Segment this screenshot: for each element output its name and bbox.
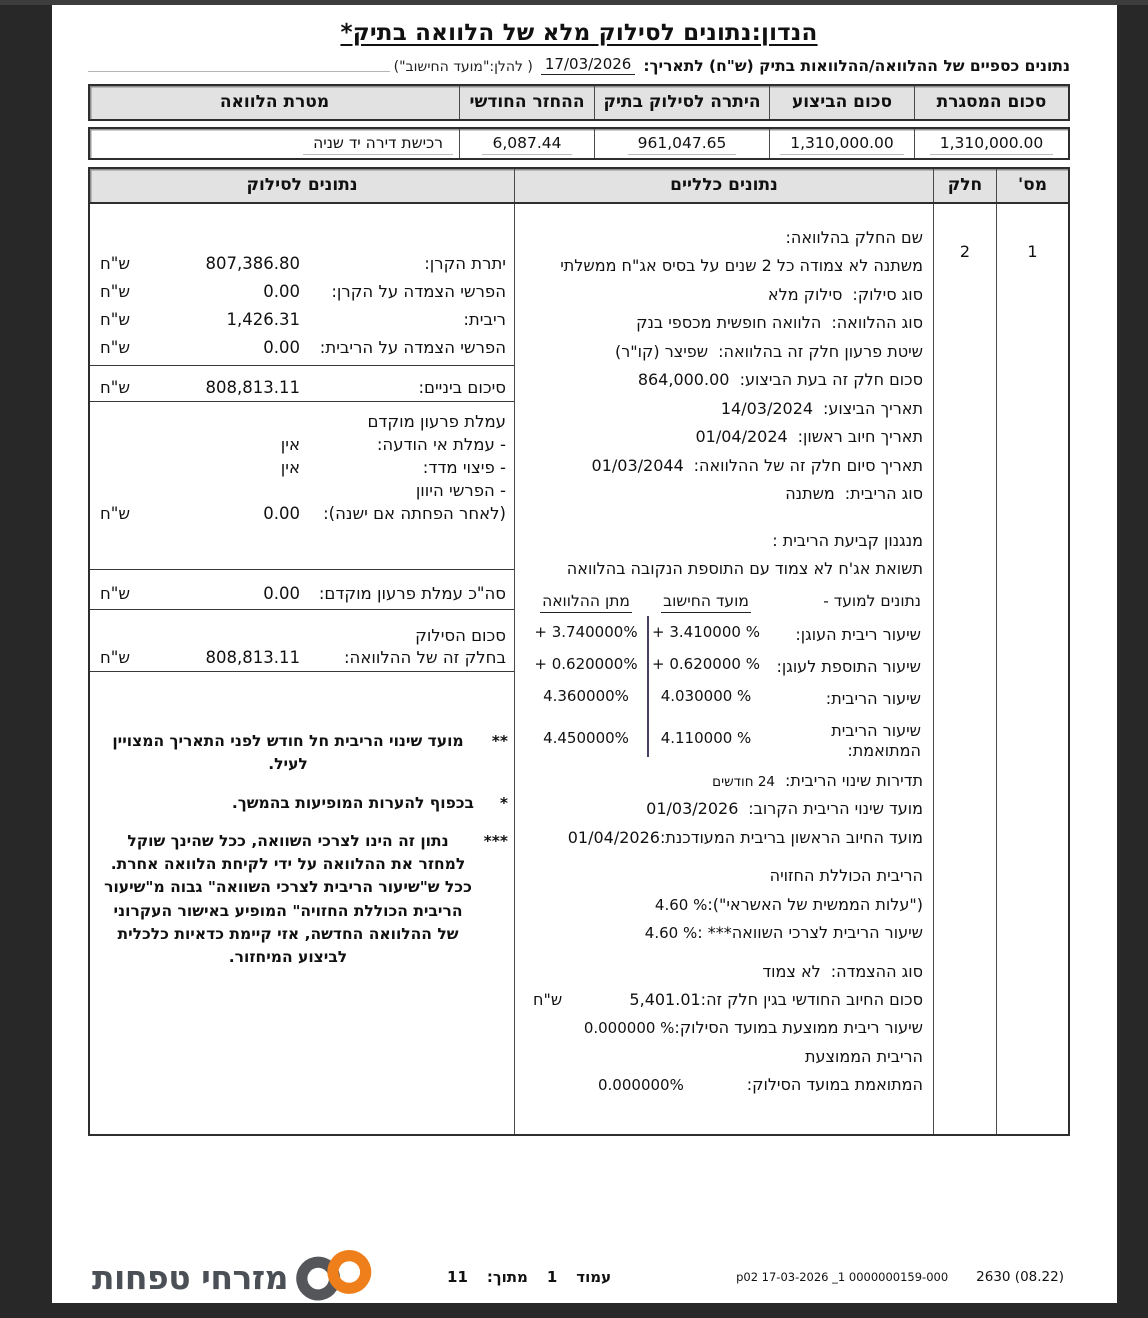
mechanism-label: מנגנון קביעת הריבית : — [772, 530, 923, 550]
orig-amount-label: סכום חלק זה בעת הביצוע: — [739, 370, 923, 390]
document-code: p02 17-03-2026 _1 0000000159-000 — [736, 1270, 949, 1284]
fee-index-row: - פיצוי מדד: אין — [280, 458, 506, 477]
value-monthly-repayment: 6,087.44 — [460, 129, 595, 158]
form-code: 2630 (08.22) — [976, 1269, 1064, 1285]
rates-col-loan-date: מתן ההלוואה — [525, 589, 647, 620]
subtitle-rule — [88, 71, 390, 72]
adjusted-rate-calc: 4.110000 % — [660, 728, 752, 747]
value-frame-amount: 1,310,000.00 — [915, 129, 1068, 158]
detail-table — [88, 167, 1070, 1136]
first-updated-charge-label: מועד החיוב הראשון בריבית המעודכנת: — [659, 827, 923, 847]
repay-method-label: שיטת פרעון חלק זה בהלוואה: — [718, 341, 923, 361]
interest-rate-label: שיעור הריבית: — [825, 688, 921, 708]
avg-adjusted-rate-label1: הריבית הממוצעת — [804, 1046, 923, 1066]
comparison-rate-value: 4.60 % — [644, 924, 698, 943]
rate-change-frequency-value: 24 חודשים — [712, 773, 776, 790]
end-date-label: תאריך סיום חלק זה של ההלוואה: — [693, 455, 923, 475]
header-executed-amount: סכום הביצוע — [770, 86, 915, 119]
header-general-data: נתונים כלליים — [515, 169, 934, 202]
header-part: חלק — [934, 169, 997, 202]
of-label: מתוך: — [486, 1268, 528, 1286]
note-rate-change: ** מועד שינוי הריבית חל חודש לפני התאריך המצויין לעיל. — [112, 732, 508, 774]
anchor-rate-loan: + 3.740000% — [534, 622, 638, 641]
payoff-type-label: סוג סילוק: — [852, 284, 923, 304]
rates-title: נתונים למועד - — [823, 592, 921, 611]
next-rate-change-label: מועד שינוי הריבית הקרוב: — [748, 799, 923, 819]
bank-logo-text: מזרחי טפחות — [92, 1257, 288, 1297]
page-number: 1 — [546, 1268, 558, 1286]
anchor-rate-label: שיעור ריבית העוגן: — [795, 624, 921, 644]
interest-type-value: משתנה — [785, 484, 835, 504]
avg-adjusted-rate-percent-sign: % — [669, 1076, 684, 1095]
linkage-type-value: לא צמוד — [762, 961, 821, 981]
subtitle-label: נתונים כספיים של ההלוואה/ההלוואות בתיק (ש"ח) לתאריך: — [643, 57, 1070, 75]
page-indicator — [447, 1268, 611, 1286]
part-name-value: משתנה לא צמודה כל 2 שנים על בסיס אג"ח ממשלתי — [560, 256, 923, 276]
note-comparison: *** נתון זה הינו לצרכי השוואה, ככל שהינך שוקל למחזר את ההלוואה על ידי לקיחת הלוואה אחרת. ככל ש"שיעור הריבית לצרכי השוואה" גבוה מ"שיעור הריבית הכוללת החזויה" המופיע באישור העקרוני של ההלוואה החדשה, אזי קיימת כדאיות כלכלית לביצוע המיחזור. — [104, 831, 508, 966]
rates-column-divider — [647, 616, 649, 756]
payoff-total-section — [90, 610, 514, 672]
interest-linkage-row: הפרשי הצמדה על הריבית: 0.00 ש"ח — [100, 338, 506, 357]
payoff-total-row: בחלק זה של ההלוואה: 808,813.11 ש"ח — [100, 648, 506, 667]
header-payoff-balance: היתרה לסילוק בתיק — [595, 86, 770, 119]
bank-logo — [88, 1245, 378, 1303]
value-payoff-balance: 961,047.65 — [595, 129, 770, 158]
first-charge-label: תאריך חיוב ראשון: — [797, 427, 923, 447]
exec-date-value: 14/03/2024 — [720, 398, 814, 418]
linkage-type-label: סוג ההצמדה: — [830, 961, 923, 981]
subtotal-row: סיכום ביניים: 808,813.11 ש"ח — [100, 378, 506, 397]
fee-no-notice-row: - עמלת אי הודעה: אין — [280, 435, 506, 454]
part-name-label: שם החלק בהלוואה: — [785, 228, 923, 247]
fee-title-row: עמלת פרעון מוקדם — [367, 412, 506, 431]
note-subject-to-comments: * בכפוף להערות המופיעות בהמשך. — [231, 793, 508, 812]
total-expected-rate-value: 4.60 % — [654, 895, 708, 914]
total-expected-rate-label1: הריבית הכוללת החזויה — [769, 866, 923, 886]
avg-rate-value: 0.000000 % — [583, 1019, 675, 1038]
monthly-charge-value: 5,401.01 — [629, 990, 701, 1010]
payoff-type-value: סילוק מלא — [767, 284, 843, 304]
monthly-charge-label: סכום החיוב החודשי בגין חלק זה: — [700, 990, 923, 1010]
page-footer — [88, 1246, 1070, 1303]
infinity-logo-icon — [292, 1245, 378, 1303]
general-data-column — [515, 204, 934, 1134]
margin-rate-label: שיעור התוספת לעוגן: — [776, 656, 921, 676]
orig-amount-value: 864,000.00 — [637, 370, 730, 390]
total-pages: 11 — [447, 1268, 468, 1286]
first-charge-value: 01/04/2024 — [695, 427, 788, 447]
fee-discount-title-row: - הפרשי היוון — [415, 481, 506, 500]
subtitle — [88, 55, 1070, 75]
value-executed-amount: 1,310,000.00 — [770, 129, 915, 158]
detail-table-header — [90, 169, 1068, 204]
fee-discount-row: (לאחר הפחתה אם ישנה): 0.00 ש"ח — [100, 504, 506, 523]
header-monthly-repayment: ההחזר החודשי — [460, 86, 595, 119]
prepayment-fee-section — [90, 402, 514, 570]
anchor-rate-calc: + 3.410000 % — [652, 622, 760, 641]
page-title: הנדון:נתונים לסילוק מלא של הלוואה בתיק* — [340, 20, 818, 46]
total-expected-rate-label2: ("עלות הממשית של האשראי"): — [707, 894, 923, 914]
header-number: מס' — [1017, 175, 1048, 195]
exec-date-label: תאריך הביצוע: — [822, 398, 923, 418]
rates-table — [525, 589, 923, 768]
first-updated-charge-value: 01/04/2026 — [567, 827, 660, 847]
calculation-date: 17/03/2026 — [541, 55, 635, 75]
principal-row: יתרת הקרן: 807,386.80 ש"ח — [100, 254, 506, 273]
fee-total-row: סה"כ עמלת פרעון מוקדם: 0.00 ש"ח — [100, 584, 506, 603]
notes-section — [90, 730, 514, 969]
loan-number-cell: 1 — [1027, 242, 1038, 261]
document-page — [52, 5, 1117, 1303]
next-rate-change-value: 01/03/2026 — [646, 799, 739, 819]
header-payoff-data: נתונים לסילוק — [90, 169, 515, 202]
payoff-total-label-row: סכום הסילוק — [415, 626, 506, 645]
page-label: עמוד — [576, 1268, 612, 1286]
fee-total-section — [90, 570, 514, 610]
avg-adjusted-rate-label2: המתואמת במועד הסילוק: — [746, 1075, 923, 1095]
loan-type-value: הלוואה חופשית מכספי בנק — [636, 313, 822, 333]
detail-table-body — [90, 204, 1068, 1134]
rates-col-calc-date: מועד החישוב — [647, 589, 765, 620]
avg-rate-label: שיעור ריבית ממוצעת במועד הסילוק: — [674, 1018, 923, 1038]
header-frame-amount: סכום המסגרת — [936, 92, 1047, 112]
avg-adjusted-rate-value: 0.000000 — [598, 1076, 670, 1095]
interest-rate-calc: 4.030000 % — [660, 686, 752, 705]
subtotal-section — [90, 366, 514, 402]
interest-type-label: סוג הריבית: — [844, 484, 923, 504]
subtitle-suffix: ( להלן:"מועד החישוב") — [393, 59, 533, 75]
payoff-data-column — [90, 204, 515, 1134]
summary-table-values — [88, 127, 1070, 160]
monthly-charge-unit: ש"ח — [533, 990, 563, 1010]
loan-type-label: סוג ההלוואה: — [831, 313, 923, 333]
summary-table-header — [88, 84, 1070, 121]
repay-method-value: שפיצר (קו"ר) — [615, 341, 709, 361]
footer-codes — [736, 1269, 1070, 1285]
header-loan-purpose: מטרת הלוואה — [90, 86, 460, 119]
mechanism-value: תשואת אג'ח לא צמוד עם התוספת הנקובה בהלוואה — [566, 558, 923, 578]
loan-part-cell: 2 — [934, 204, 997, 1134]
adjusted-rate-label: שיעור הריבית המתואמת: — [831, 720, 921, 760]
rate-change-frequency-label: תדירות שינוי הריבית: — [785, 770, 923, 790]
adjusted-rate-loan: 4.450000% — [543, 728, 629, 747]
margin-rate-calc: + 0.620000 % — [652, 654, 760, 673]
interest-row: ריבית: 1,426.31 ש"ח — [100, 310, 506, 329]
payoff-balance-section — [90, 204, 514, 366]
comparison-rate-label: שיעור הריבית לצרכי השוואה*** : — [697, 923, 923, 943]
interest-rate-loan: 4.360000% — [543, 686, 629, 705]
margin-rate-loan: + 0.620000% — [534, 654, 638, 673]
end-date-value: 01/03/2044 — [591, 455, 684, 475]
value-loan-purpose: רכישת דירה יד שניה — [90, 129, 460, 158]
principal-linkage-row: הפרשי הצמדה על הקרן: 0.00 ש"ח — [100, 282, 506, 301]
